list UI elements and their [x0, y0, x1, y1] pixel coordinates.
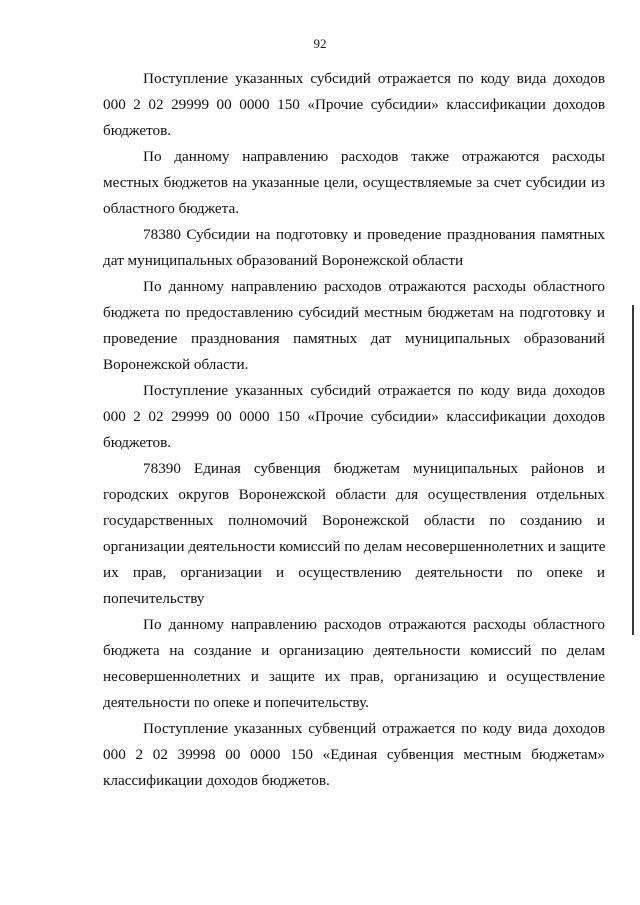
text-line: 000 2 02 39998 00 0000 150 «Единая субвенция местным бюджетам» [103, 746, 605, 763]
text-line: По данному направлению расходов отражаются расходы областного [143, 616, 605, 633]
paragraph-1 [103, 66, 605, 144]
text-line: бюджетов. [103, 122, 172, 139]
text-line: Поступление указанных субвенций отражается по коду вида доходов [143, 720, 605, 737]
paragraph-3 [103, 222, 605, 274]
paragraph-6 [103, 456, 605, 612]
page-number: 92 [313, 36, 327, 51]
text-line: классификации доходов бюджетов. [103, 772, 330, 789]
text-line: 000 2 02 29999 00 0000 150 «Прочие субсидии» классификации доходов [103, 408, 605, 425]
text-line: бюджета на создание и организацию деятельности комиссий по делам [103, 642, 605, 659]
paragraph-4 [103, 274, 605, 378]
text-line: деятельности по опеке и попечительству. [103, 694, 369, 711]
text-line: проведение празднования памятных дат муниципальных образований [103, 330, 605, 347]
paragraph-7 [103, 612, 605, 716]
text-line: Поступление указанных субсидий отражается по коду вида доходов [143, 382, 605, 399]
text-line: 78380 Субсидии на подготовку и проведение празднования памятных [143, 226, 605, 243]
text-line: организации деятельности комиссий по делам несовершеннолетних и защите [103, 538, 606, 555]
text-line: городских округов Воронежской области для осуществления отдельных [103, 486, 605, 503]
text-line: дат муниципальных образований Воронежской области [103, 252, 464, 269]
text-line: несовершеннолетних и защите их прав, организацию и осуществление [103, 668, 605, 685]
paragraph-2 [103, 144, 605, 222]
text-line: государственных полномочий Воронежской области по созданию и [103, 512, 605, 529]
text-line: Воронежской области. [103, 356, 249, 373]
text-line: 78390 Единая субвенция бюджетам муниципальных районов и [143, 460, 605, 477]
text-line: бюджета по предоставлению субсидий местным бюджетам на подготовку и [103, 304, 605, 321]
text-line: Поступление указанных субсидий отражается по коду вида доходов [143, 70, 605, 87]
text-line: попечительству [103, 590, 205, 607]
paragraph-8 [103, 716, 605, 794]
paragraph-5 [103, 378, 605, 456]
text-line: 000 2 02 29999 00 0000 150 «Прочие субсидии» классификации доходов [103, 96, 605, 113]
document-body [103, 66, 605, 794]
text-line: По данному направлению расходов также отражаются расходы [143, 148, 605, 165]
text-line: областного бюджета. [103, 200, 240, 217]
text-line: По данному направлению расходов отражаются расходы областного [143, 278, 605, 295]
scan-edge-line [632, 305, 634, 635]
text-line: местных бюджетов на указанные цели, осуществляемые за счет субсидии из [103, 174, 605, 191]
text-line: бюджетов. [103, 434, 172, 451]
text-line: их прав, организации и осуществлению деятельности по опеке и [103, 564, 605, 581]
